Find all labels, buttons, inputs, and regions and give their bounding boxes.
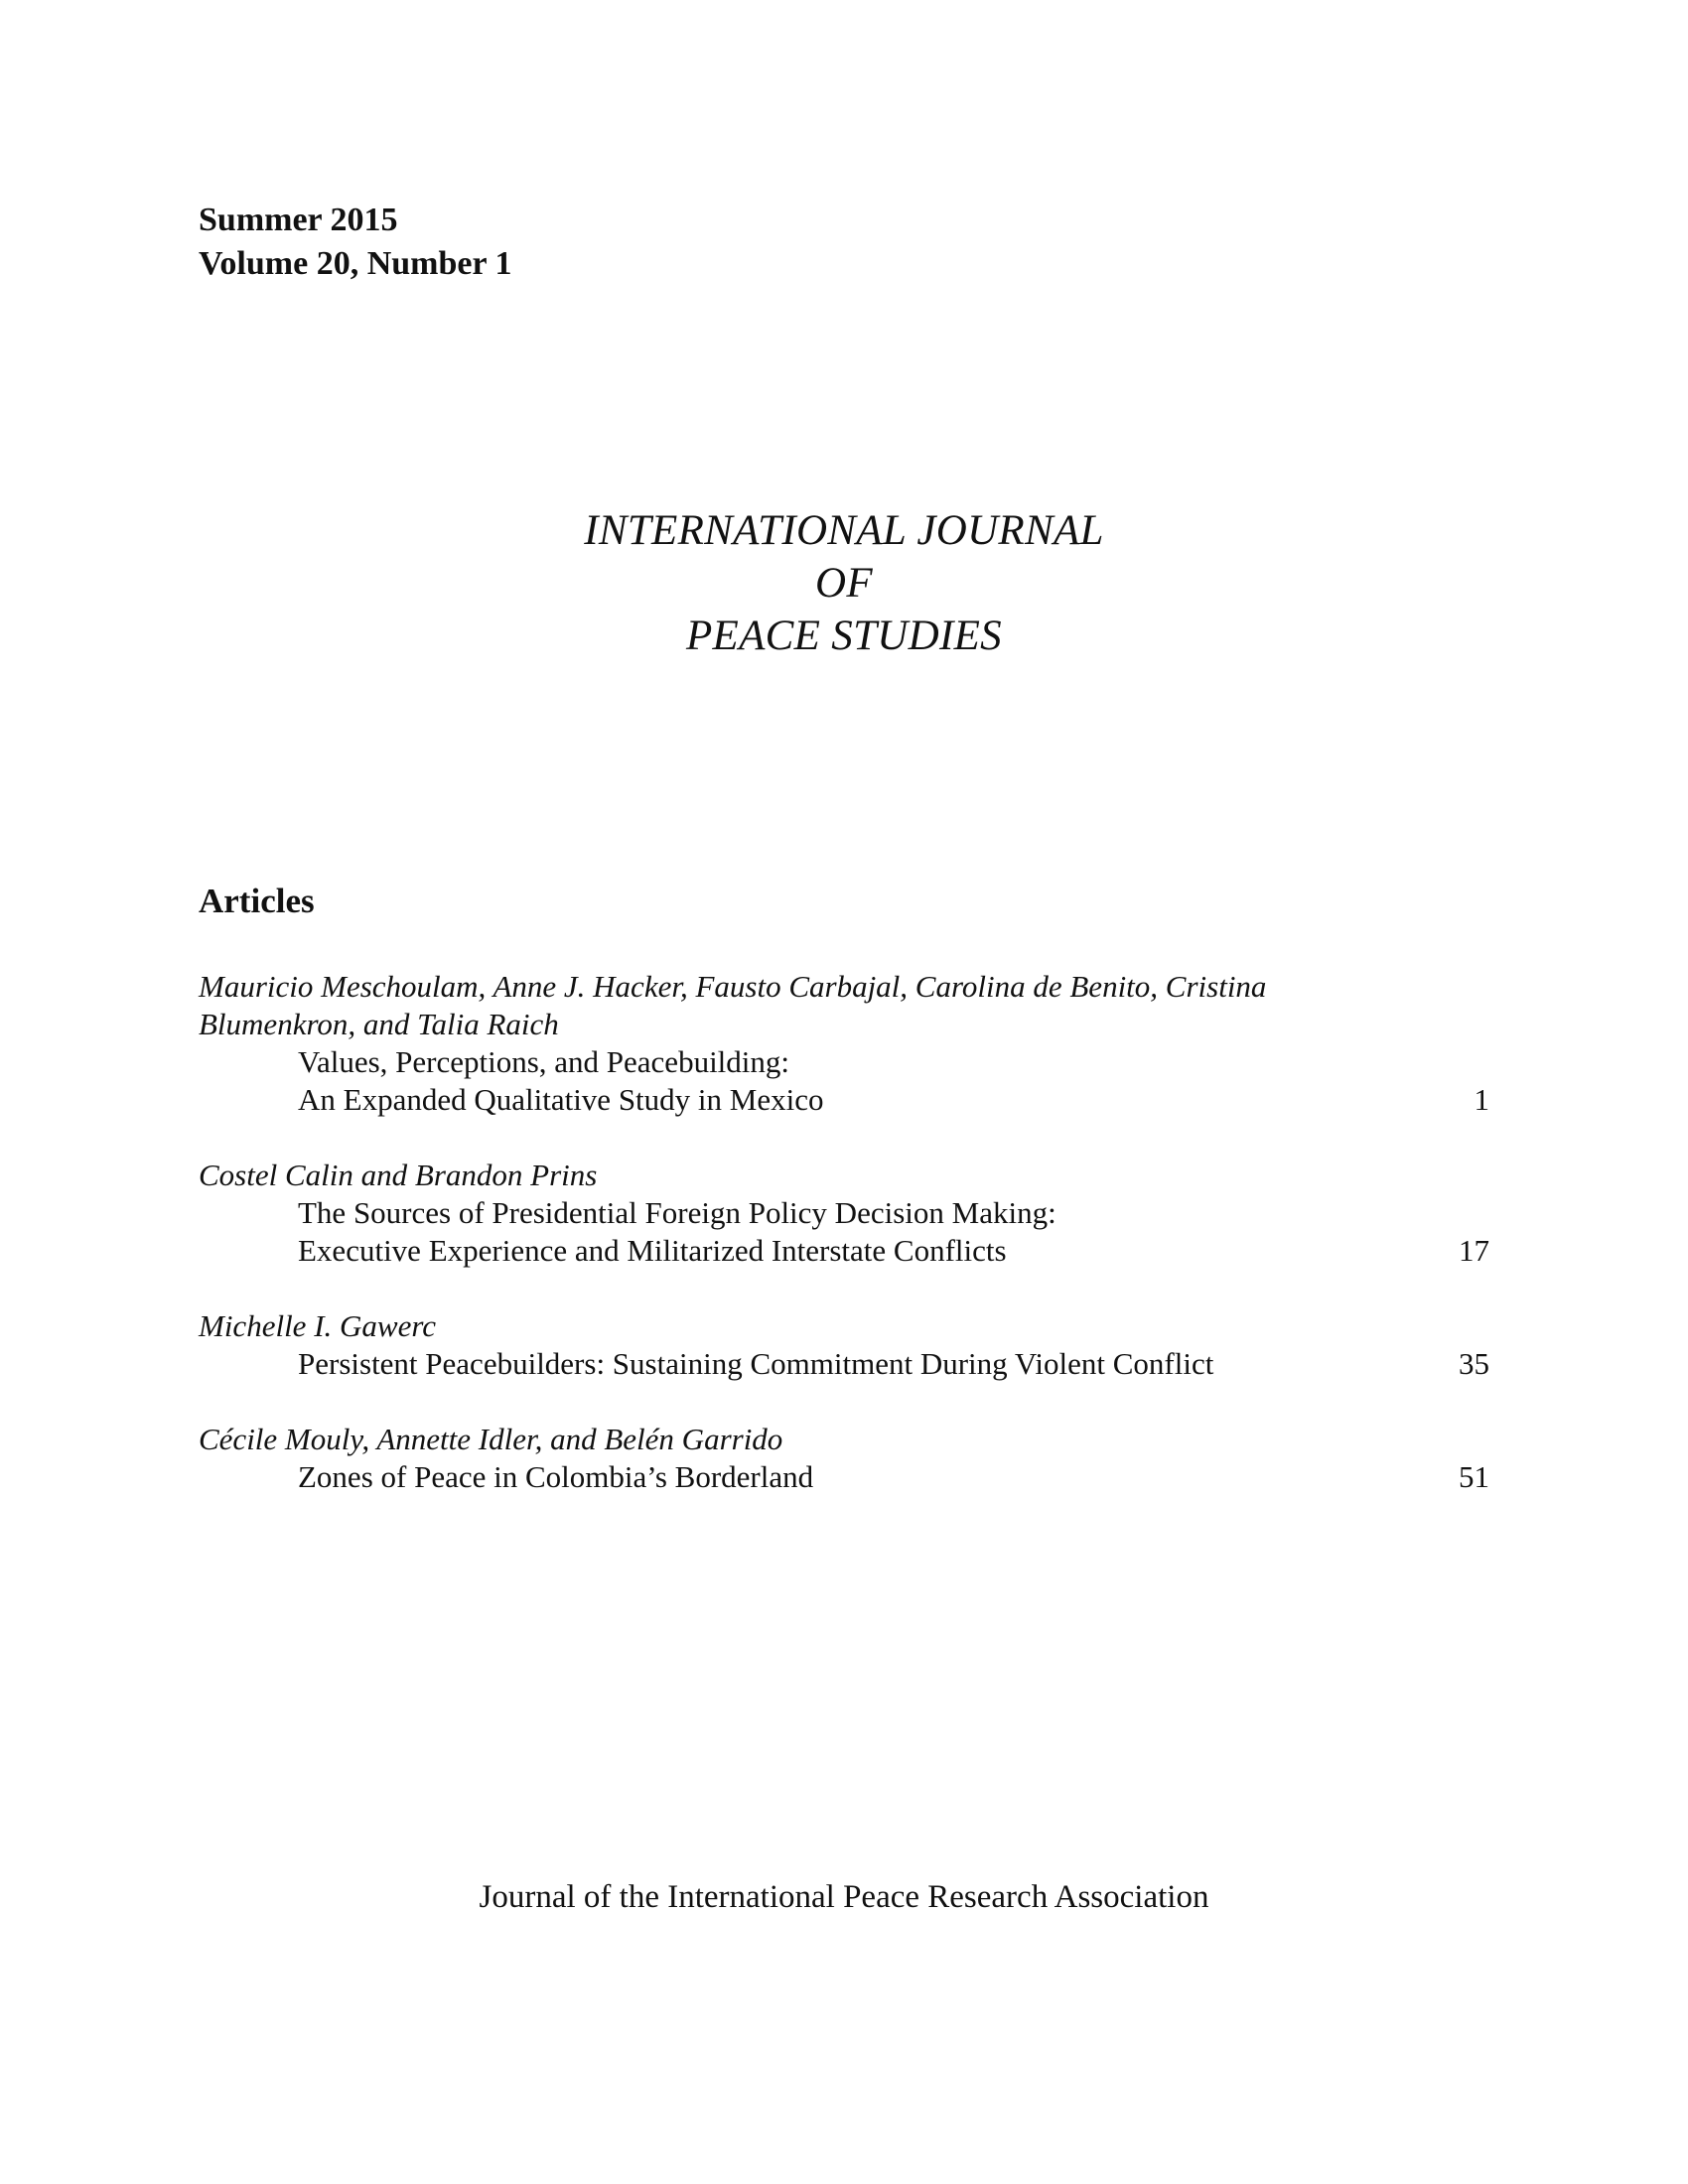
articles-heading: Articles xyxy=(199,882,315,920)
table-of-contents xyxy=(199,968,1489,1496)
issue-volume: Volume 20, Number 1 xyxy=(199,245,512,282)
article-title-text: An Expanded Qualitative Study in Mexico xyxy=(298,1082,824,1117)
article-authors xyxy=(199,1421,1390,1458)
author-line: Cécile Mouly, Annette Idler, and Belén Garrido xyxy=(199,1422,783,1456)
author-line: Costel Calin and Brandon Prins xyxy=(199,1158,598,1192)
article-title-text: Executive Experience and Militarized Interstate Conflicts xyxy=(298,1233,1007,1268)
article-title-line: The Sources of Presidential Foreign Policy Decision Making: xyxy=(298,1195,1056,1230)
article-page-number: 17 xyxy=(1459,1233,1489,1268)
journal-title xyxy=(0,504,1688,662)
issue-info xyxy=(199,199,511,286)
article-page-number: 35 xyxy=(1459,1346,1489,1381)
author-line: Michelle I. Gawerc xyxy=(199,1308,437,1343)
article-title-line xyxy=(199,1232,1489,1270)
author-line: Blumenkron, and Talia Raich xyxy=(199,1007,559,1041)
journal-title-line: OF xyxy=(815,560,873,607)
toc-entry xyxy=(199,1307,1489,1383)
toc-entry xyxy=(199,1421,1489,1496)
journal-footer: Journal of the International Peace Research Association xyxy=(479,1879,1209,1915)
toc-entry xyxy=(199,968,1489,1119)
journal-title-line: INTERNATIONAL JOURNAL xyxy=(584,507,1104,554)
article-title-line: Persistent Peacebuilders: Sustaining Commitment During Violent Conflict xyxy=(298,1346,1214,1381)
article-authors xyxy=(199,1307,1390,1345)
article-authors xyxy=(199,1157,1390,1194)
article-title-line: Zones of Peace in Colombia’s Borderland xyxy=(298,1459,814,1494)
journal-title-line: PEACE STUDIES xyxy=(685,613,1002,659)
issue-season: Summer 2015 xyxy=(199,202,398,238)
toc-entry xyxy=(199,1157,1489,1270)
article-page-number: 51 xyxy=(1459,1459,1489,1494)
author-line: Mauricio Meschoulam, Anne J. Hacker, Fausto Carbajal, Carolina de Benito, Cristina xyxy=(199,969,1267,1004)
article-title-line: Values, Perceptions, and Peacebuilding: xyxy=(298,1044,790,1079)
article-authors xyxy=(199,968,1390,1043)
article-page-number: 1 xyxy=(1474,1082,1489,1117)
article-title-line xyxy=(199,1081,1489,1119)
